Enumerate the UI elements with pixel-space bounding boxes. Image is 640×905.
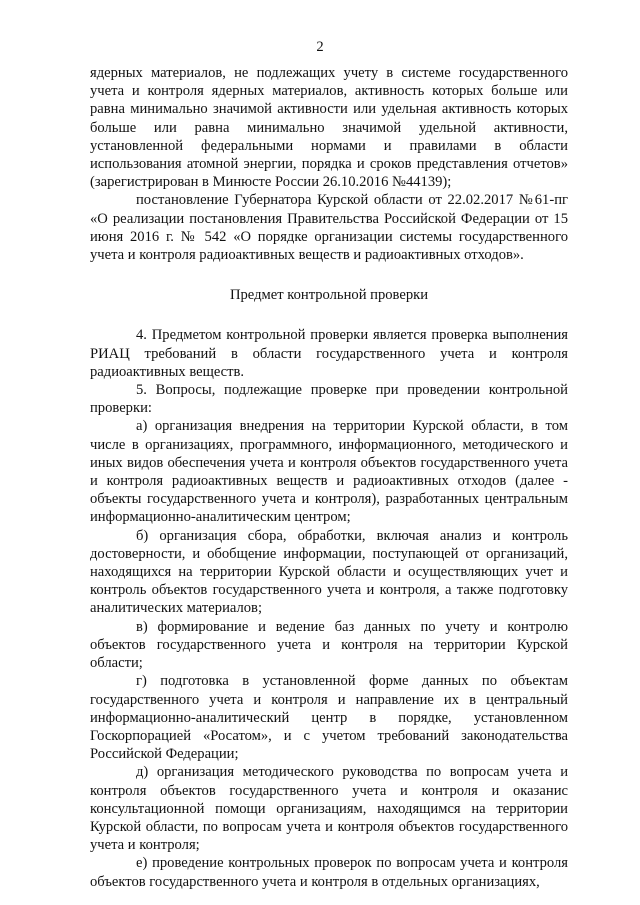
list-item-a: а) организация внедрения на территории Курской области, в том числе в организациях, программного, информационного, методического и иных видов обеспечения учета и контроля объектов государственного учета и контроля радиоактивных веществ и радиоактивных отходов (далее - объекты государственного учета и контроля), разработанных центральным информационно-аналитическим центром;: [90, 418, 568, 526]
paragraph-item-5: 5. Вопросы, подлежащие проверке при проведении контрольной проверки:: [90, 382, 568, 417]
list-item-b: б) организация сбора, обработки, включая анализ и контроль достоверности, и обобщение информации, поступающей от организаций, находящихся на территории Курской области и осуществляющих учет и контроль объектов государственного учета и контроля, а также подготовку аналитических материалов;: [90, 527, 568, 617]
paragraph-continuation: ядерных материалов, не подлежащих учету в системе государственного учета и контроля ядерных материалов, активность которых больше или равна минимально значимой активности или удельная активность которых больше или равна минимально значимой удельной активности, установленной федеральными нормами и правилами в области использования атомной энергии, порядка и сроков представления отчетов» (зарегистрирован в Минюсте России 26.10.2016 №44139);: [90, 65, 568, 191]
list-item-v: в) формирование и ведение баз данных по учету и контролю объектов государственного учета и контроля на территории Курской области;: [90, 618, 568, 672]
paragraph-item-4: 4. Предметом контрольной проверки является проверка выполнения РИАЦ требований в области государственного учета и контроля радиоактивных веществ.: [90, 327, 568, 380]
paragraph-governor-decree: постановление Губернатора Курской области от 22.02.2017 №61-пг «О реализации постановления Правительства Российской Федерации от 15 июня 2016 г. № 542 «О порядке организации системы государственного учета и контроля радиоактивных веществ и радиоактивных отходов».: [90, 192, 568, 264]
document-body: [90, 64, 568, 891]
page-number: 2: [316, 39, 324, 55]
list-item-g: г) подготовка в установленной форме данных по объектам государственного учета и контроля и направление их в центральный информационно-аналитический центр в порядке, установленном Госкорпорацией «Росатом», и с учетом требований законодательства Российской Федерации;: [90, 673, 568, 763]
list-item-e: е) проведение контрольных проверок по вопросам учета и контроля объектов государственного учета и контроля в отдельных организациях,: [90, 855, 568, 890]
section-heading: Предмет контрольной проверки: [229, 287, 429, 304]
list-item-d: д) организация методического руководства по вопросам учета и контроля объектов государственного учета и контроля и оказанис консультационной помощи организациям, находящимся на территории Курской области, по вопросам учета и контроля объектов государственного учета и контроля;: [90, 764, 568, 854]
